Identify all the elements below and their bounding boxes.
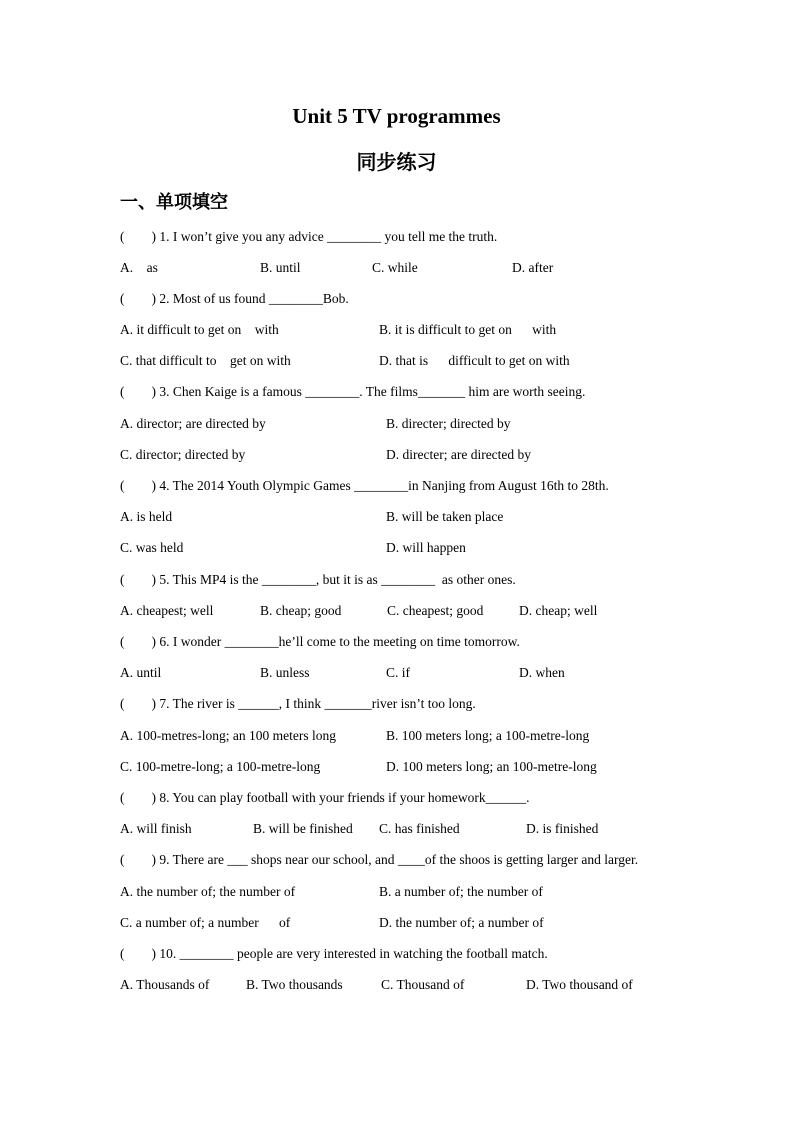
question-5-options [120, 602, 680, 620]
question-2-options-row1 [120, 321, 680, 339]
option-b: B. it is difficult to get on with [379, 322, 557, 337]
option-c: C. if [386, 665, 411, 680]
question-3-options-row2 [120, 446, 680, 464]
question-9-options-row2 [120, 914, 680, 932]
question-3-stem: ( ) 3. Chen Kaige is a famous ________. The films_______ him are worth seeing. [120, 384, 586, 399]
option-c: C. has finished [379, 821, 460, 836]
option-b: B. unless [260, 665, 310, 680]
question-2-options-row2 [120, 352, 680, 370]
option-d: D. cheap; well [519, 603, 598, 618]
option-d: D. is finished [526, 821, 599, 836]
option-a: A. director; are directed by [120, 416, 266, 431]
option-b: B. 100 meters long; a 100-metre-long [386, 728, 590, 743]
option-d: D. when [519, 665, 565, 680]
option-d: D. that is difficult to get on with [379, 353, 570, 368]
question-10-options [120, 976, 680, 994]
section-heading: 一、单项填空 [120, 192, 228, 213]
option-d: D. will happen [386, 540, 466, 555]
option-b: B. will be taken place [386, 509, 504, 524]
option-b: B. will be finished [253, 821, 353, 836]
question-8-stem: ( ) 8. You can play football with your friends if your homework______. [120, 790, 530, 805]
option-c: C. that difficult to get on with [120, 353, 291, 368]
option-a: A. 100-metres-long; an 100 meters long [120, 728, 336, 743]
option-c: C. director; directed by [120, 447, 246, 462]
option-a: A. will finish [120, 821, 192, 836]
question-5-stem: ( ) 5. This MP4 is the ________, but it is as ________ as other ones. [120, 572, 516, 587]
question-4-options-row1 [120, 508, 680, 526]
option-a: A. until [120, 665, 162, 680]
option-a: A. the number of; the number of [120, 884, 296, 899]
option-c: C. 100-metre-long; a 100-metre-long [120, 759, 321, 774]
option-c: C. a number of; a number of [120, 915, 291, 930]
option-a: A. it difficult to get on with [120, 322, 279, 337]
question-7-options-row2 [120, 758, 680, 776]
option-c: C. while [372, 260, 418, 275]
question-7-stem: ( ) 7. The river is ______, I think _______river isn’t too long. [120, 696, 476, 711]
option-b: B. a number of; the number of [379, 884, 543, 899]
question-4-stem: ( ) 4. The 2014 Youth Olympic Games ________in Nanjing from August 16th to 28th. [120, 478, 609, 493]
question-9-stem: ( ) 9. There are ___ shops near our school, and ____of the shoos is getting larger and larger. [120, 852, 639, 867]
option-b: B. directer; directed by [386, 416, 511, 431]
option-b: B. Two thousands [246, 977, 343, 992]
option-a: A. cheapest; well [120, 603, 214, 618]
question-1-stem: ( ) 1. I won’t give you any advice ________ you tell me the truth. [120, 229, 498, 244]
option-a: A. as [120, 260, 158, 275]
option-c: C. Thousand of [381, 977, 465, 992]
question-6-options [120, 664, 680, 682]
question-1-options [120, 259, 680, 277]
option-a: A. Thousands of [120, 977, 210, 992]
option-b: B. until [260, 260, 301, 275]
question-4-options-row2 [120, 539, 680, 557]
question-8-options [120, 820, 680, 838]
option-d: D. after [512, 260, 554, 275]
question-9-options-row1 [120, 883, 680, 901]
option-c: C. cheapest; good [387, 603, 484, 618]
question-7-options-row1 [120, 727, 680, 745]
question-6-stem: ( ) 6. I wonder ________he’ll come to the meeting on time tomorrow. [120, 634, 520, 649]
page-subtitle: 同步练习 [356, 150, 437, 174]
question-2-stem: ( ) 2. Most of us found ________Bob. [120, 291, 349, 306]
option-d: D. 100 meters long; an 100-metre-long [386, 759, 597, 774]
option-b: B. cheap; good [260, 603, 342, 618]
page-title: Unit 5 TV programmes [292, 104, 501, 128]
option-c: C. was held [120, 540, 184, 555]
option-d: D. Two thousand of [526, 977, 633, 992]
option-d: D. the number of; a number of [379, 915, 544, 930]
question-10-stem: ( ) 10. ________ people are very interested in watching the football match. [120, 946, 548, 961]
option-d: D. directer; are directed by [386, 447, 532, 462]
question-3-options-row1 [120, 415, 680, 433]
option-a: A. is held [120, 509, 173, 524]
